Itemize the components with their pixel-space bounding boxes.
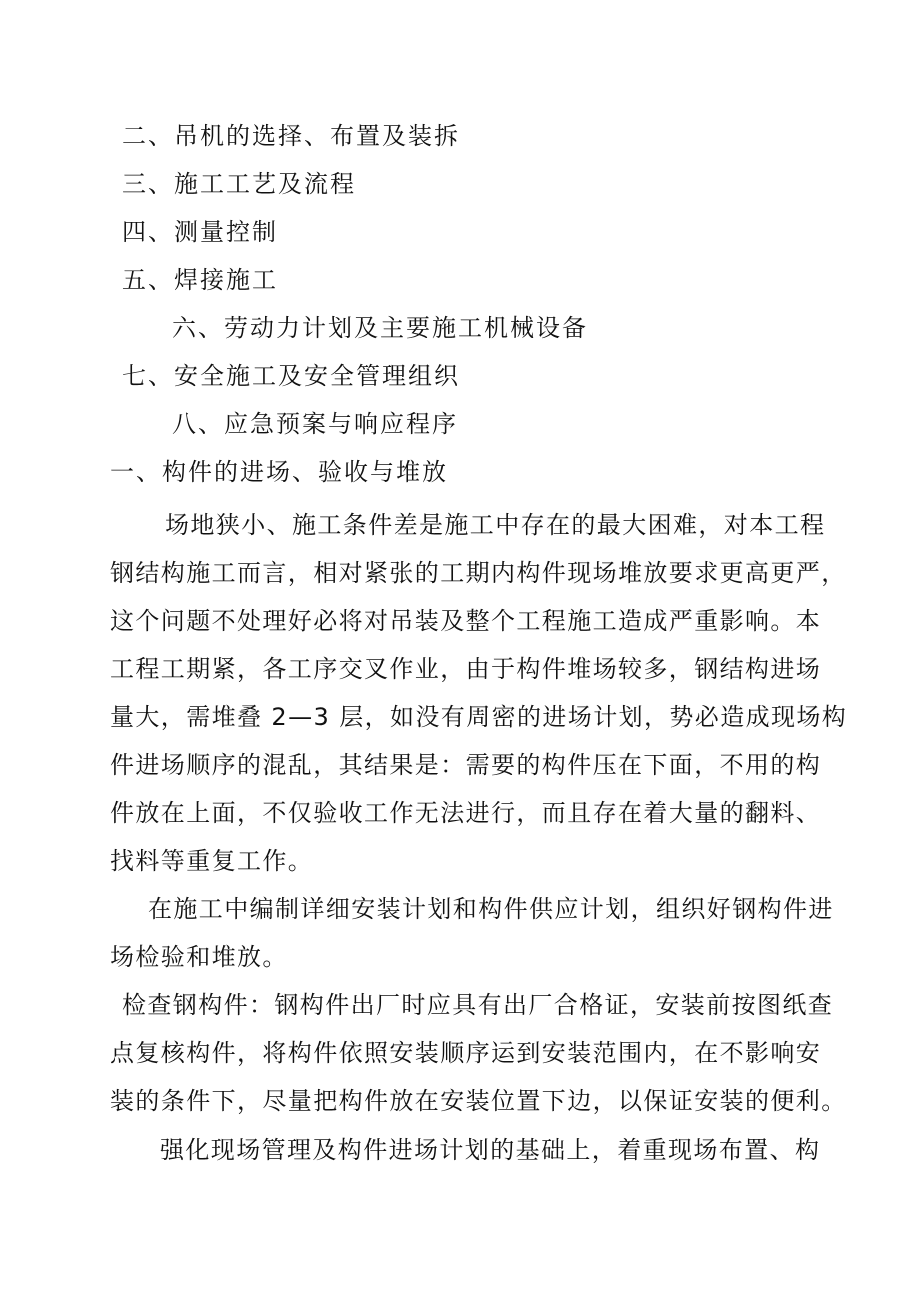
paragraph-1-line-7: 件放在上面，不仅验收工作无法进行，而且存在着大量的翻料、 — [110, 799, 822, 827]
paragraph-1-line-3: 这个问题不处理好必将对吊装及整个工程施工造成严重影响。本 — [110, 607, 822, 635]
toc-item-8: 八、应急预案与响应程序 — [172, 410, 458, 438]
toc-item-7: 七、安全施工及安全管理组织 — [122, 362, 460, 390]
paragraph-1-line-1: 场地狭小、施工条件差是施工中存在的最大困难，对本工程 — [165, 511, 826, 539]
paragraph-3-line-2: 点复核构件，将构件依照安装顺序运到安装范围内，在不影响安 — [110, 1039, 822, 1067]
paragraph-3-line-1: 检查钢构件：钢构件出厂时应具有出厂合格证，安装前按图纸查 — [122, 991, 834, 1019]
paragraph-1-line-8: 找料等重复工作。 — [110, 847, 314, 875]
paragraph-1-line-4: 工程工期紧，各工序交叉作业，由于构件堆场较多，钢结构进场 — [110, 655, 822, 683]
paragraph-4-line-1: 强化现场管理及构件进场计划的基础上，着重现场布置、构 — [160, 1136, 821, 1164]
paragraph-1-line-6: 件进场顺序的混乱，其结果是：需要的构件压在下面，不用的构 — [110, 751, 822, 779]
paragraph-3-line-3: 装的条件下，尽量把构件放在安装位置下边，以保证安装的便利。 — [110, 1087, 847, 1115]
toc-item-3: 三、施工工艺及流程 — [122, 170, 356, 198]
toc-item-6: 六、劳动力计划及主要施工机械设备 — [172, 314, 588, 342]
toc-item-2: 二、吊机的选择、布置及装拆 — [122, 122, 460, 150]
section-heading: 一、构件的进场、验收与堆放 — [110, 458, 448, 486]
toc-item-5: 五、焊接施工 — [122, 266, 278, 294]
paragraph-2-line-1: 在施工中编制详细安装计划和构件供应计划，组织好钢构件进 — [148, 895, 834, 923]
toc-item-4: 四、测量控制 — [122, 218, 278, 246]
paragraph-1-line-2: 钢结构施工而言，相对紧张的工期内构件现场堆放要求更高更严， — [110, 559, 847, 587]
paragraph-1-line-5: 量大，需堆叠 2—3 层，如没有周密的进场计划，势必造成现场构 — [110, 703, 848, 731]
paragraph-2-line-2: 场检验和堆放。 — [110, 943, 288, 971]
